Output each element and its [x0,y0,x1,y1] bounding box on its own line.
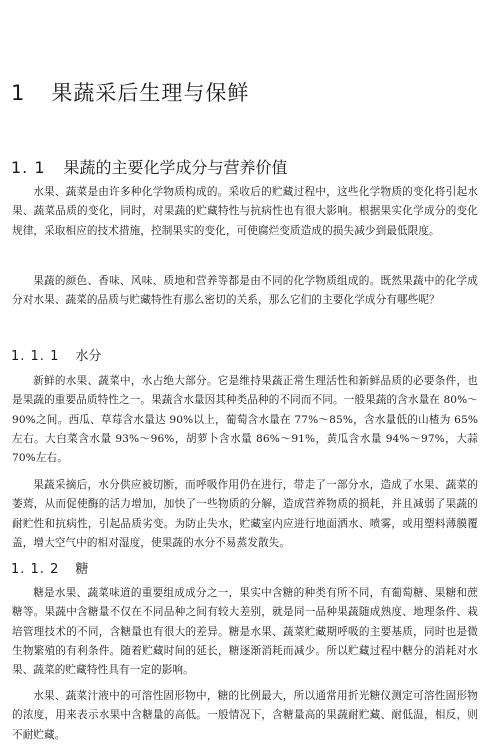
subsection-heading-water [11,345,101,364]
chapter-title-text: 果蔬采后生理与保鲜 [51,81,250,105]
intro-paragraph-2: 果蔬的颜色、香味、风味、质地和营养等都是由不同的化学物质组成的。既然果蔬中的化学成分对水果、蔬菜的品质与贮藏特性有那么密切的关系，那么它们的主要化学成分有哪些呢？ [12,275,478,307]
subsection-number: 1. 1. 1 [11,349,60,364]
subsection-heading-sugar [11,558,88,577]
subsection-title-text: 糖 [75,562,89,577]
subsection-number: 1. 1. 2 [11,562,60,577]
section-title-text: 果蔬的主要化学成分与营养价值 [63,158,288,177]
chapter-number: 1 [11,81,26,105]
section-heading [11,155,288,178]
section-number: 1. 1 [11,158,46,177]
sugar-paragraph-2: 水果、蔬菜汁液中的可溶性固形物中，糖的比例最大，所以通常用折光糖仪测定可溶性固形物的浓度，用来表示水果中含糖量的高低。一般情况下，含糖量高的果蔬耐贮藏、耐低温，相反，则不耐贮藏。 [12,690,478,741]
subsection-title-text: 水分 [75,349,102,364]
sugar-paragraph-1: 糖是水果、蔬菜味道的重要组成成分之一，果实中含糖的种类有所不同，有葡萄糖、果糖和蔗糖等。果蔬中含糖量不仅在不同品种之间有较大差别，就是同一品种果蔬随成熟度、地理条件、栽培管理技术的不同，含糖量也有很大的差异。糖是水果、蔬菜贮藏期呼吸的主要基质，同时也是微生物繁殖的有利条件。随着贮藏时间的延长，糖逐渐消耗而减少。所以贮藏过程中糖分的消耗对水果、蔬菜的贮藏特性具有一定的影响。 [12,587,478,677]
water-paragraph-2: 果蔬采摘后，水分供应被切断，而呼吸作用仍在进行，带走了一部分水，造成了水果、蔬菜的萎蔫，从而促使酶的活力增加，加快了一些物质的分解，造成营养物质的损耗，并且减弱了果蔬的耐贮性和抗病性，引起品质劣变。为防止失水，贮藏室内应进行地面洒水、喷雾，或用塑料薄膜覆盖，增大空气中的相对湿度，使果蔬的水分不易蒸发散失。 [12,479,478,549]
water-paragraph-1: 新鲜的水果、蔬菜中，水占绝大部分。它是维持果蔬正常生理活性和新鲜品质的必要条件，也是果蔬的重要品质特性之一。果蔬含水量因其种类品种的不同而不同。一般果蔬的含水量在 80%～90%之间。西瓜、草莓含水量达 90%以上，葡萄含水量在 77%～85%，含水量低的山楂为 65%左右。大白菜含水量 93%～96%，胡萝卜含水量 86%～91%，黄瓜含水量 94%～97%，大蒜 70%左右。 [12,375,478,465]
intro-paragraph-1: 水果、蔬菜是由许多种化学物质构成的。采收后的贮藏过程中，这些化学物质的变化将引起水果、蔬菜品质的变化，同时，对果蔬的贮藏特性与抗病性也有很大影响。根据果实化学成分的变化规律，采取相应的技术措施，控制果实的变化，可使腐烂变质造成的损失减少到最低限度。 [12,186,478,237]
chapter-heading [11,77,249,107]
